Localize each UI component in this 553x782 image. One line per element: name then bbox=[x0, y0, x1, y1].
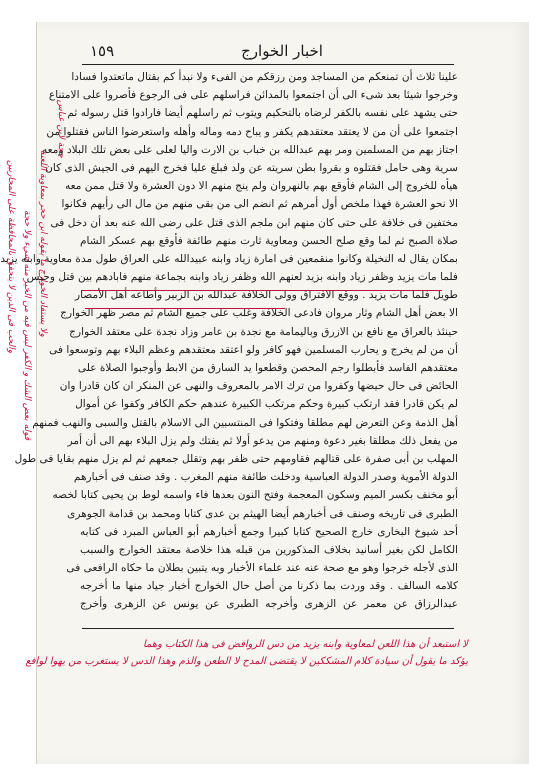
margin-note: ولا يستفاد الخوارج ما يقوله ابن حجر بمعاوية اللعنة bbox=[38, 150, 48, 337]
text-line: معتقدهم الفاسد فأبطلوا رجم المحصن وقطعوا يد السارق من الابط وأوجبوا الصلاة على bbox=[77, 362, 458, 374]
text-line: أن من لم يخرج و يحارب المسلمين فهو كافر ولو اعتقد معتقدهم وعظم البلاء بهم وتوسعوا فى bbox=[49, 343, 458, 356]
text-line: من يفعل ذلك مطلقا بغير دعوة ومنهم من يدعو أولا ثم يفتك ولم يزل البلاء بهم الى أن أمر bbox=[67, 434, 458, 447]
text-line: الذى لأجله خرجوا وهو مع صحة عنه عند علماء الأخبار وبه يتبين بطلان ما حكاه الرافعى فى bbox=[66, 562, 458, 575]
margin-note: حجة لابن عباس bbox=[56, 99, 66, 158]
text-line: وخرجوا شيئا بعد شىء الى أن اجتمعوا بالمدائن فراسلهم على فى الرجوع فأصروا على الامتناع bbox=[48, 89, 458, 102]
text-line: علينا ثلاث أن تمنعكم من المساجد ومن رزقكم من الفىء ولا نبدأ كم بقتال ماتعتدوا فسادا bbox=[71, 71, 458, 83]
text-line: هيأه للخروج إلى الشام فأوقع بهم بالنهروان ولم ينج منهم الا دون العشرة ولا قتل ممن معه bbox=[64, 180, 458, 193]
text-line: الكامل لكن بغير أسانيد بخلاف المذكورين من قبله هذا خلاصة معتقد الخوارج والسبب bbox=[80, 543, 458, 556]
text-line: المهلب بن أبى صفرة على قتالهم فقاومهم حتى ظفر بهم وتقلل جمعهم ثم لم يزل منهم بقايا فى طول bbox=[14, 452, 458, 465]
running-title: اخبار الخوارج bbox=[241, 42, 323, 60]
page-header bbox=[82, 38, 454, 65]
handwritten-footnote bbox=[25, 636, 468, 670]
text-line: اجتاز بهم من المسلمين ومر بهم عبدالله بن خباب بن الارت واليا لعلى على بعض تلك البلاد ومعه bbox=[42, 143, 458, 156]
margin-note: والحب فى الدين لا يتحقق بالمحافظة على المحاربين bbox=[6, 160, 16, 354]
text-line: حتى يشهد على نفسه بالكفر لرضاه بالتحكيم ويتوب ثم راسلهم أيضا فارادوا قتل رسوله ثم bbox=[67, 107, 458, 120]
text-line: الحائض فى حال حيضها وكفروا من ترك الامر بالمعروف والنهى عن المنكر ان كان قادرا وان bbox=[59, 380, 458, 393]
text-line: عبدالرزاق عن معمر عن الزهرى وأخرجه الطبرى عن يونس عن الزهرى وأخرج bbox=[80, 598, 458, 611]
handwritten-underline bbox=[82, 290, 442, 291]
text-line: صلاة الصبح ثم لما وقع صلح الحسن ومعاوية ثارت منهم طائفة فأوقع بهم عسكر الشام bbox=[80, 234, 458, 247]
text-line: اجتمعوا على أن من لا يعتقد معتقدهم يكفر و يباح دمه وماله وأهله واستعرضوا الناس فقتلوا من bbox=[46, 125, 458, 138]
text-line: بمكان يقال له النخيلة وكانوا منقمعين فى امارة زياد وابنه عبيدالله على العراق طول مدة معاوية وابنه يزيد bbox=[0, 252, 458, 265]
text-line: أحد شيوخ البخارى خارج الصحيح كتابا كبيرا وجمع أخبارهم أبو العباس المبرد فى كتابه bbox=[80, 525, 458, 538]
text-line: كلامه السالف . وقد وردت بما ذكرنا من أصل حال الخوارج أخبار جياد منها ما أخرجه bbox=[80, 580, 458, 593]
margin-note: قوله بعض الشك و الكفر ليس فيه من الخير منه شيء ولا حجة bbox=[22, 210, 32, 441]
text-line: أبو مخنف بكسر الميم وسكون المعجمة وفتح النون بعدها فاء واسمه لوط بن يحيى كتابا لخصه bbox=[52, 489, 458, 502]
handwritten-underline bbox=[85, 308, 285, 309]
text-line: فلما مات يزيد وظفر زياد وابنه بزيد لعنهم الله وظفر زياد وابنه بجماعة منهم فابادهم بين قتل وحبس bbox=[26, 271, 458, 284]
text-line: الا نحو العشرة فهذا ملخص أول أمرهم ثم انضم الى من بقى منهم من مال الى رأيهم فكانوا bbox=[61, 198, 458, 211]
footnote-rule bbox=[82, 628, 454, 629]
text-line: طويل فلما مات يزيد . ووقع الافتراق وولى الخلافة عبدالله بن الزبير وأطاعه أهل الأمصار bbox=[75, 289, 458, 302]
text-line: مختفين فى خلافة على حتى كان منهم ابن ملجم الذى قتل على رضى الله عنه بعد أن دخل فى bbox=[50, 216, 458, 229]
text-line: الطبرى فى تاريخه وصنف فى أخبارهم أيضا الهيثم بن عدى كتابا ومحمد بن قدامة الجوهرى bbox=[67, 507, 458, 520]
text-line: لم يكن قادرا فقد ارتكب كبيرة وحكم مرتكب الكبيرة عندهم حكم الكافر وكفوا عن أموال bbox=[75, 398, 458, 411]
page-number: ١٥٩ bbox=[90, 42, 115, 60]
footnote-line: يؤكد ما يقول أن سيادة كلام المشككين لا يقتضى المدح لا الطعن والذم وهذا الدس لا يستغرب من يهوا لوافع bbox=[25, 656, 468, 667]
text-line: الدولة الأموية وصدر الدولة العباسية ودخلت طائفة منهم المغرب . وقد صنف فى أخبارهم bbox=[73, 471, 458, 484]
text-line: سرية وهى حامل فقتلوه و بقروا بطن سريته عن ولد فبلغ عليا فخرج اليهم فى الجيش الذى كان bbox=[45, 161, 458, 174]
text-line: حينئذ بالعراق مع نافع بن الازرق وباليمامة مع نجدة بن عامر وزاد نجدة على معتقد الخوارج bbox=[69, 325, 458, 338]
text-line: الا بعض أهل الشام وثار مروان فادعى الخلافة وغلب على جميع الشام ثم مصر ظهر الخوارج bbox=[60, 307, 458, 320]
text-line: أهل الذمة وعن التعرض لهم مطلقا وفتكوا فى المنتسبين الى الاسلام بالقتل والسبى والنهب فمنهم bbox=[32, 416, 458, 429]
footnote-line: لا استبعد أن هذا اللعن لمعاوية وابنه يزيد من دس الروافض فى هذا الكتاب وهما bbox=[142, 639, 468, 650]
